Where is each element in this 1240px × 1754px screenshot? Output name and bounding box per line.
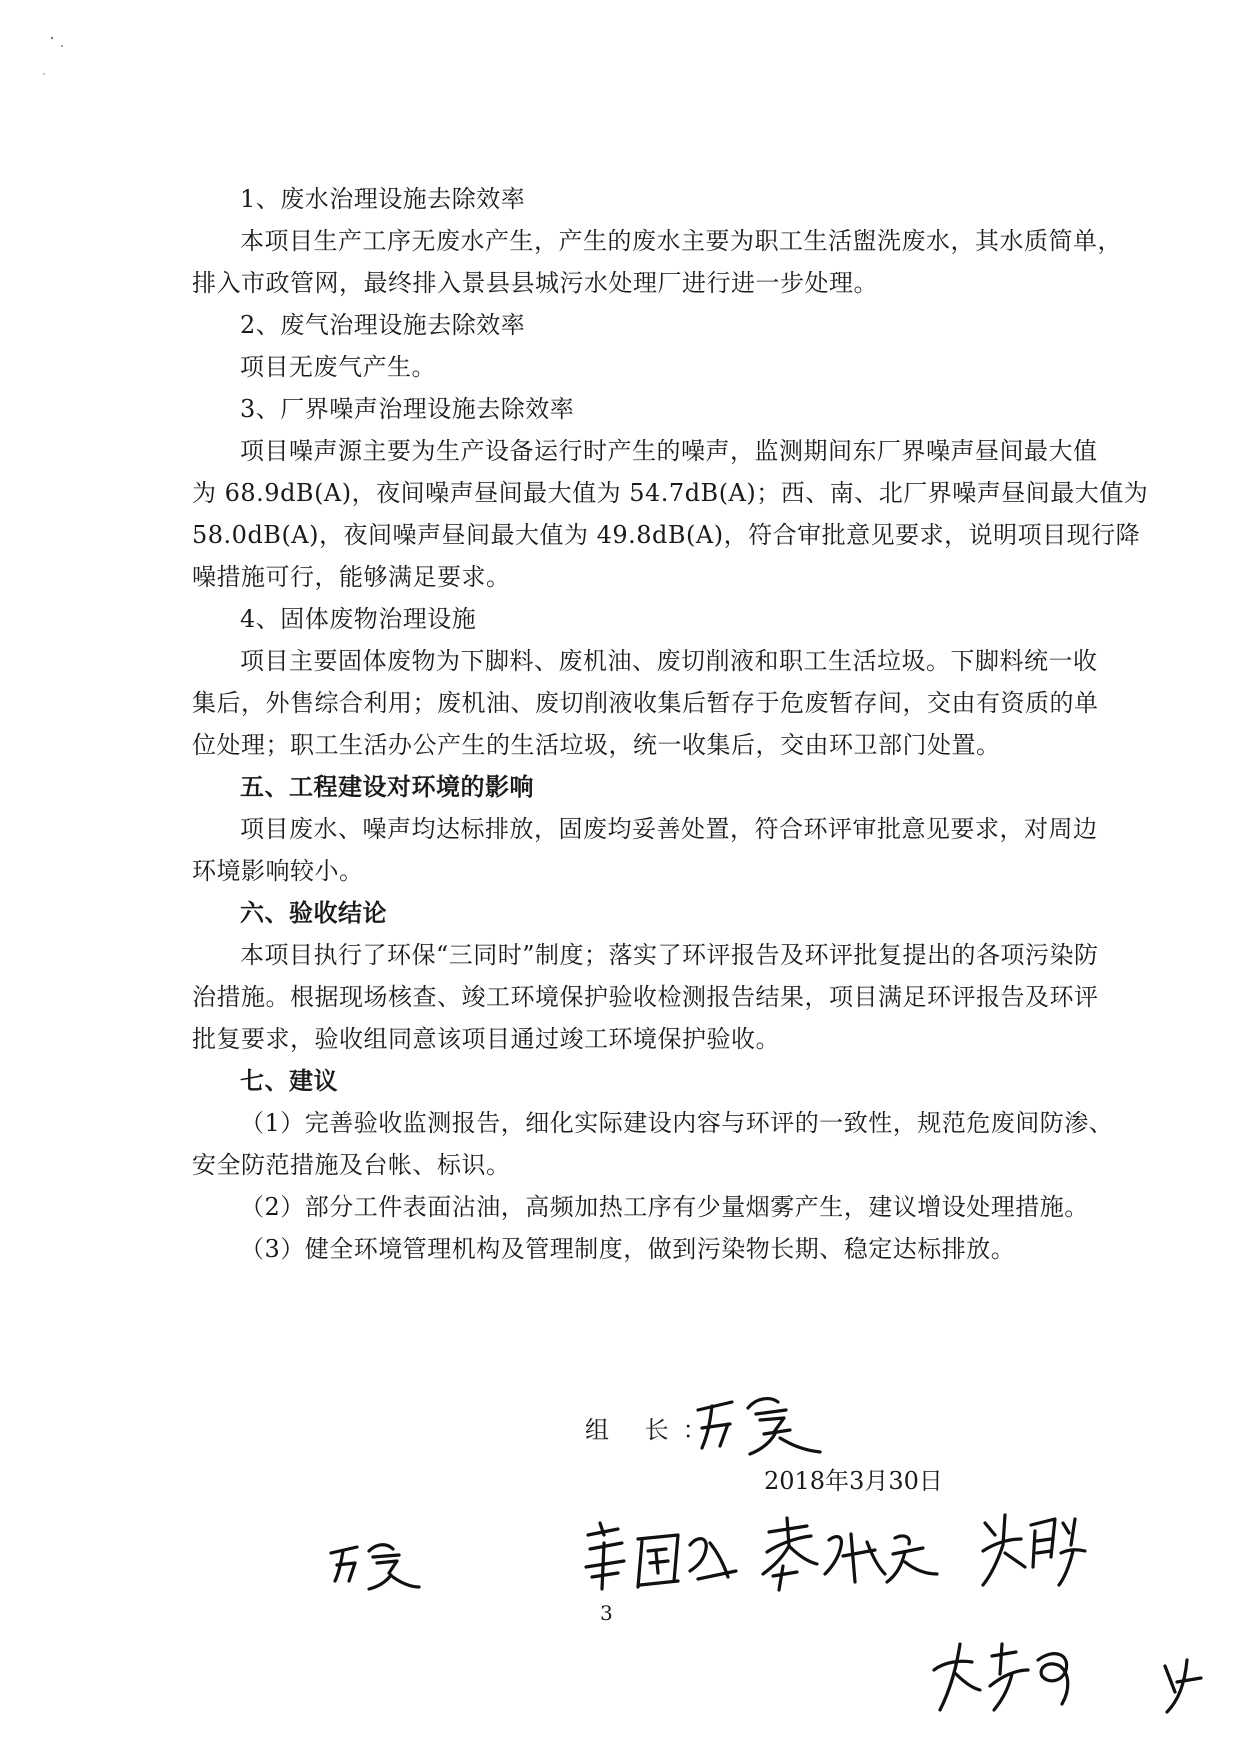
text-line: 环境影响较小。	[192, 857, 364, 885]
section-heading	[192, 598, 1092, 640]
section-heading	[192, 178, 1092, 220]
text-line: 位处理；职工生活办公产生的生活垃圾，统一收集后，交由环卫部门处置。	[192, 731, 1001, 759]
body-paragraph	[192, 346, 1092, 388]
section-heading	[192, 766, 1092, 808]
section-heading	[192, 1060, 1092, 1102]
text-line: 3、厂界噪声治理设施去除效率	[240, 395, 575, 423]
text-line: 4、固体废物治理设施	[240, 605, 477, 633]
text-line: （1）完善验收监测报告，细化实际建设内容与环评的一致性，规范危废间防渗、	[240, 1109, 1114, 1137]
signing-date: 2018年3月30日	[764, 1467, 943, 1495]
leader-label: 组 长：	[585, 1416, 721, 1444]
section-heading	[192, 388, 1092, 430]
text-line: 项目废水、噪声均达标排放，固废均妥善处置，符合环评审批意见要求，对周边	[240, 815, 1098, 843]
text-line: 项目主要固体废物为下脚料、废机油、废切削液和职工生活垃圾。下脚料统一收	[240, 647, 1098, 675]
text-line: 为 68.9dB(A)，夜间噪声昼间最大值为 54.7dB(A)；西、南、北厂界噪声昼间最大值为	[192, 479, 1149, 507]
text-line: 项目噪声源主要为生产设备运行时产生的噪声，监测期间东厂界噪声昼间最大值	[240, 437, 1098, 465]
text-line: 噪措施可行，能够满足要求。	[192, 563, 511, 591]
text-line: 批复要求，验收组同意该项目通过竣工环境保护验收。	[192, 1025, 780, 1053]
member-signature-5	[920, 1630, 1090, 1725]
text-line: 排入市政管网，最终排入景县县城污水处理厂进行进一步处理。	[192, 269, 878, 297]
text-line: 六、验收结论	[240, 898, 387, 927]
leader-signature	[690, 1388, 840, 1463]
member-signature-6	[1155, 1652, 1215, 1722]
section-heading	[192, 892, 1092, 934]
body-paragraph	[192, 220, 1122, 304]
text-line: 本项目生产工序无废水产生，产生的废水主要为职工生活盥洗废水，其水质简单，	[240, 227, 1122, 255]
text-line: （2）部分工件表面沾油，高频加热工序有少量烟雾产生，建议增设处理措施。	[240, 1193, 1089, 1221]
body-paragraph	[192, 934, 1099, 1060]
member-signature-1	[325, 1535, 425, 1595]
document-body	[192, 178, 1149, 1270]
body-paragraph	[192, 430, 1149, 598]
text-line: 本项目执行了环保“三同时”制度；落实了环评报告及环评批复提出的各项污染防	[240, 941, 1099, 969]
body-paragraph	[192, 1102, 1114, 1186]
text-line: 58.0dB(A)，夜间噪声昼间最大值为 49.8dB(A)，符合审批意见要求，说明项目现行降	[192, 521, 1141, 549]
text-line: 1、废水治理设施去除效率	[240, 185, 526, 213]
text-line: 项目无废气产生。	[240, 353, 436, 381]
scan-specks	[40, 30, 100, 90]
text-line: 七、建议	[240, 1066, 338, 1095]
text-line: 治措施。根据现场核查、竣工环境保护验收检测报告结果，项目满足环评报告及环评	[192, 983, 1099, 1011]
body-paragraph	[192, 1228, 1092, 1270]
text-line: （3）健全环境管理机构及管理制度，做到污染物长期、稳定达标排放。	[240, 1235, 1016, 1263]
page-number: 3	[600, 1601, 613, 1625]
text-line: 集后，外售综合利用；废机油、废切削液收集后暂存于危废暂存间，交由有资质的单	[192, 689, 1099, 717]
body-paragraph	[192, 640, 1099, 766]
member-signature-4	[975, 1505, 1095, 1600]
member-signature-3	[755, 1512, 945, 1602]
body-paragraph	[192, 808, 1098, 892]
text-line: 安全防范措施及台帐、标识。	[192, 1151, 511, 1179]
text-line: 2、废气治理设施去除效率	[240, 311, 526, 339]
body-paragraph	[192, 1186, 1092, 1228]
member-signature-2	[578, 1515, 748, 1605]
section-heading	[192, 304, 1092, 346]
text-line: 五、工程建设对环境的影响	[240, 772, 534, 801]
